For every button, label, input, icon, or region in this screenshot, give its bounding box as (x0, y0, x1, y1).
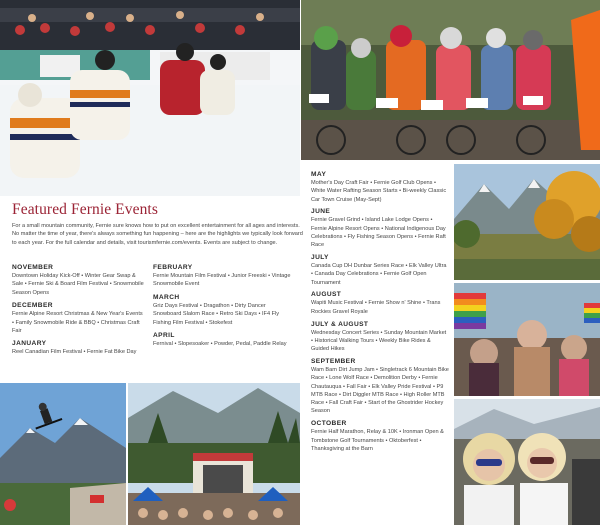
month-heading: JULY (311, 254, 329, 262)
month-section (311, 170, 449, 204)
month-events: Wapiti Music Festival • Fernie Show n' Shine • Trans Rockies Gravel Royale (311, 300, 441, 315)
month-events: Griz Days Festival • Dragathon • Dirty Dancer Snowboard Slalom Race • Retro Ski Days • IF4 Fly Fishing Film Festival • Stokefest (153, 302, 280, 326)
month-heading: NOVEMBER (12, 264, 54, 271)
month-heading: APRIL (153, 332, 175, 340)
month-section (12, 339, 145, 356)
month-events: Wednesday Concert Series • Sunday Mountain Market • Historical Walking Tours • Weekly Bike Rides & Guided Hikes (311, 329, 447, 353)
events-column-left-b (153, 263, 293, 352)
month-events: Fernie Gravel Grind • Island Lake Lodge Opens • Fernie Alpine Resort Opens • National Indigenous Day Celebrations • Fly Fishing Season Opens • Fernie Raft Race (311, 217, 446, 249)
page-title: Featured Fernie Events (12, 201, 158, 218)
month-heading: MARCH (153, 293, 180, 301)
kids-bike-race-photo (301, 0, 600, 160)
month-heading: OCTOBER (311, 420, 347, 428)
outdoor-festival-stage-photo (128, 383, 300, 525)
pride-festival-photo (454, 283, 600, 396)
ski-jump-photo (0, 383, 126, 525)
month-section (311, 419, 449, 453)
month-heading: JULY & AUGUST (311, 320, 369, 328)
month-section (153, 293, 293, 327)
month-events: Reel Canadian Film Festival • Fernie Fat Bike Day (12, 349, 137, 356)
month-heading: AUGUST (311, 291, 342, 299)
month-events: Fernie Half Marathon, Relay & 10K • Ironman Open & Tombstone Golf Tournaments • Oktoberfest • Thanksgiving at the Barn (311, 429, 444, 452)
month-events: Fernival • Slopesoaker • Powder, Pedal, Paddle Relay (153, 341, 287, 348)
hockey-game-photo (0, 0, 300, 196)
month-section (311, 207, 449, 249)
month-heading: SEPTEMBER (311, 357, 356, 365)
month-events: Fernie Mountain Film Festival • Junior Freeski • Vintage Snowmobile Event (153, 273, 291, 288)
month-section (153, 263, 293, 289)
month-events: Downtown Holiday Kick-Off • Winter Gear Swap & Sale • Fernie Ski & Board Film Festival • Snowmobile Season Opens (12, 273, 144, 296)
month-events: Wam Bam Dirt Jump Jam • Singletrack 6 Mountain Bike Race • Lone Wolf Race • Demolition Derby • Fernie Chautauqua • Fall Fair • Elk Valley Pride Festival • P9 MTB Race • Dirt Diggler MTB Race • High Roller MTB Race • Fall Craft Fair • Start of the Ghostrider Hockey Season (311, 366, 449, 415)
month-section (12, 301, 145, 335)
month-heading: JUNE (311, 208, 331, 216)
autumn-mountain-photo (454, 164, 600, 280)
month-heading: FEBRUARY (153, 264, 193, 271)
month-section (311, 290, 449, 316)
month-section (12, 263, 145, 297)
month-section (311, 320, 449, 354)
month-section (311, 253, 449, 287)
women-sunglasses-photo (454, 399, 600, 525)
events-column-right (311, 170, 449, 457)
intro-paragraph: For a small mountain community, Fernie sure knows how to put on excellent entertainment for all ages and interests. No matter the time of year, there's always something fun happening – here are the highlights we typically look forward to each year. For the full calendar and details, visit tourismfernie.com/events. Events are subject to change. (12, 223, 303, 246)
month-events: Mother's Day Craft Fair • Fernie Golf Club Opens • White Water Rafting Season Starts • Bi-weekly Classic Car Town Cruise (May-Sept) (311, 180, 447, 203)
month-section (153, 331, 293, 348)
month-events: Canada Cup DH Dunbar Series Race • Elk Valley Ultra • Canada Day Celebrations • Fernie Golf Open Tournament (311, 263, 447, 286)
month-section (311, 357, 449, 416)
month-heading: DECEMBER (12, 302, 53, 310)
month-heading: MAY (311, 171, 327, 178)
month-heading: JANUARY (12, 340, 47, 348)
month-events: Fernie Alpine Resort Christmas & New Year's Events • Family Snowmobile Ride & BBQ • Christmas Craft Fair (12, 311, 143, 335)
events-column-left-a (12, 263, 145, 361)
